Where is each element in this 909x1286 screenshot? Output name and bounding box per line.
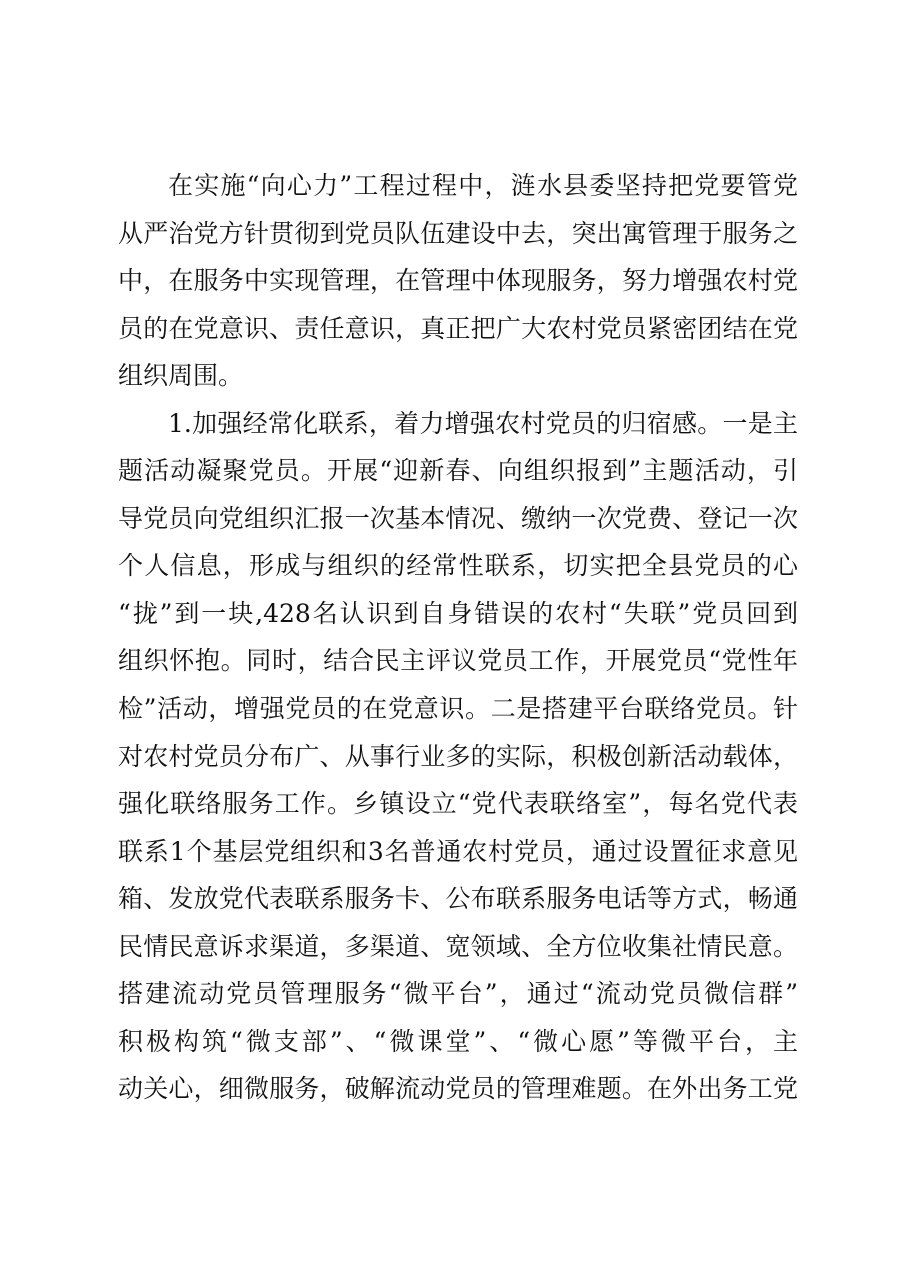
paragraph-2-line: 动关心，细微服务，破解流动党员的管理难题。在外出务工党 xyxy=(118,1074,798,1104)
paragraph-2-line: 强化联络服务工作。乡镇设立“党代表联络室”，每名党代表 xyxy=(118,789,798,819)
paragraph-2-line: 搭建流动党员管理服务“微平台”，通过“流动党员微信群” xyxy=(118,979,798,1009)
paragraph-1-line: 从严治党方针贯彻到党员队伍建设中去，突出寓管理于服务之 xyxy=(118,218,798,248)
paragraph-2-line: 积极构筑“微支部”、“微课堂”、“微心愿”等微平台，主 xyxy=(118,1026,798,1056)
paragraph-1-line: 员的在党意识、责任意识，真正把广大农村党员紧密团结在党 xyxy=(118,313,798,343)
paragraph-2-line: 题活动凝聚党员。开展“迎新春、向组织报到”主题活动，引 xyxy=(118,456,798,486)
paragraph-1-line: 中，在服务中实现管理，在管理中体现服务，努力增强农村党 xyxy=(118,266,798,296)
paragraph-2-line: 检”活动，增强党员的在党意识。二是搭建平台联络党员。针 xyxy=(118,694,798,724)
paragraph-2-line: 导党员向党组织汇报一次基本情况、缴纳一次党费、登记一次 xyxy=(118,503,798,533)
paragraph-2-line: 1.加强经常化联系，着力增强农村党员的归宿感。一是主 xyxy=(168,408,798,438)
document-body xyxy=(118,162,798,1113)
paragraph-2-line: 民情民意诉求渠道，多渠道、宽领域、全方位收集社情民意。 xyxy=(118,931,798,961)
paragraph-2-line: 个人信息，形成与组织的经常性联系，切实把全县党员的心 xyxy=(118,551,798,581)
paragraph-1-line: 组织周围。 xyxy=(118,361,244,391)
paragraph-2-line: “拢”到一块,428名认识到自身错误的农村“失联”党员回到 xyxy=(118,598,798,628)
paragraph-2-line: 箱、发放党代表联系服务卡、公布联系服务电话等方式，畅通 xyxy=(118,884,798,914)
paragraph-1-line: 在实施“向心力”工程过程中，涟水县委坚持把党要管党 xyxy=(168,171,798,200)
paragraph-2-line: 组织怀抱。同时，结合民主评议党员工作，开展党员“党性年 xyxy=(118,646,798,676)
paragraph-2-line: 联系1个基层党组织和3名普通农村党员，通过设置征求意见 xyxy=(118,836,798,866)
paragraph-2-line: 对农村党员分布广、从事行业多的实际，积极创新活动载体， xyxy=(118,741,798,771)
